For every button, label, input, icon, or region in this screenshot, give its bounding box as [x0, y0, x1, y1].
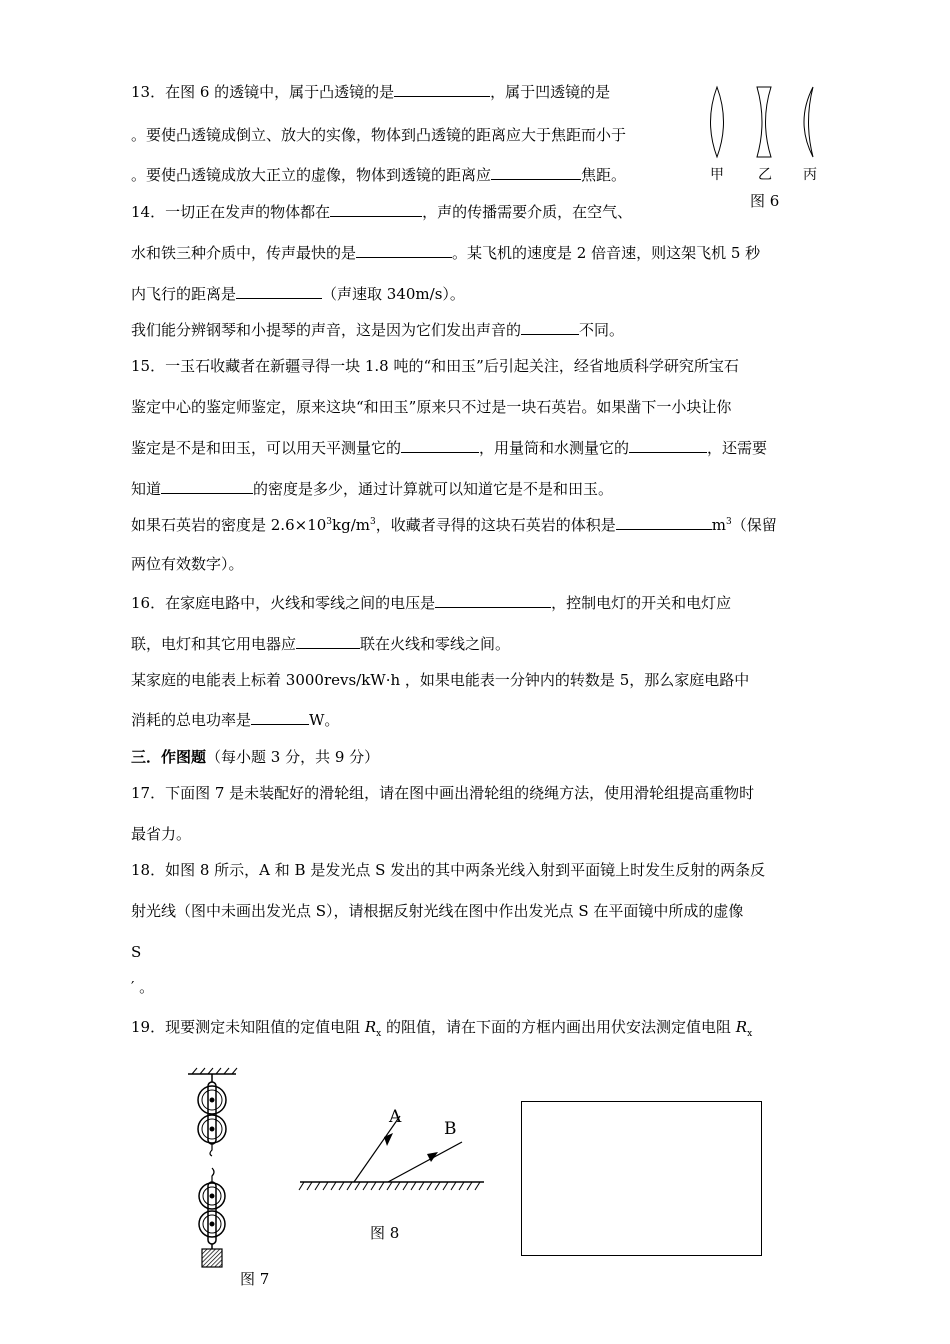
q14-text: 14．一切正在发声的物体都在: [131, 203, 331, 221]
fig8-caption: 图 8: [370, 1224, 400, 1242]
q14-text: 内飞行的距离是: [131, 285, 237, 303]
q18-line-2: [131, 901, 743, 921]
q13-text: ，属于凹透镜的是: [490, 83, 611, 101]
q16-text: 某家庭的电能表上标着 3000revs/kW·h ，如果电能表一分钟内的转数是 5，那么家庭电路中: [131, 671, 750, 689]
q14-blank-distance[interactable]: [236, 284, 322, 299]
q13-text: 。要使凸透镜成放大正立的虚像，物体到透镜的距离应: [131, 166, 492, 184]
q16-text: 联在火线和零线之间。: [360, 635, 511, 653]
q13-text: 焦距。: [581, 166, 627, 184]
q15-line-4: [131, 479, 613, 499]
q15-text: 如果石英岩的密度是 2.6×10: [131, 516, 327, 534]
q15-text: m: [711, 516, 726, 534]
q17-text: 17．下面图 7 是未装配好的滑轮组，请在图中画出滑轮组的绕绳方法，使用滑轮组提高重物时: [131, 784, 755, 802]
fig6-label-yi: 乙: [758, 167, 772, 183]
q15-blank-result[interactable]: [616, 515, 712, 530]
q15-text: 的密度是多少，通过计算就可以知道它是不是和田玉。: [253, 480, 614, 498]
section-note: （每小题 3 分，共 9 分）: [206, 748, 380, 766]
q16-text: W。: [309, 711, 340, 729]
q17-line-2: [131, 824, 191, 844]
q15-text: 鉴定是不是和田玉，可以用天平测量它的: [131, 439, 402, 457]
q15-text: ，收藏者寻得的这块石英岩的体积是: [375, 516, 616, 534]
q15-superscript: 3: [725, 517, 732, 527]
q15-blank-volume[interactable]: [629, 438, 707, 453]
ceiling-hatch: [192, 1068, 237, 1074]
mirror-hatch: [299, 1182, 480, 1190]
section-title: 三．作图题: [131, 748, 207, 766]
fig6-caption: 图 6: [750, 192, 780, 210]
weight-block: [202, 1249, 222, 1267]
q18-text: S: [131, 943, 142, 961]
fig8-label-a: A: [389, 1107, 402, 1127]
q18-line-4: [131, 977, 154, 997]
q16-text: ，控制电灯的开关和电灯应: [551, 594, 732, 612]
q13-line-2: [131, 125, 626, 145]
q15-superscript: 3: [326, 517, 333, 527]
q16-text: 消耗的总电功率是: [131, 711, 252, 729]
fig8-label-b: B: [444, 1119, 457, 1139]
q16-line-4: [131, 710, 339, 730]
q16-blank-power[interactable]: [251, 710, 309, 725]
q14-text: 。某飞机的速度是 2 倍音速，则这架飞机 5 秒: [452, 244, 761, 262]
q14-text: 不同。: [579, 321, 625, 339]
fig7-caption: 图 7: [240, 1270, 270, 1288]
q19-line-1: [131, 1017, 752, 1037]
q15-line-2: [131, 397, 731, 417]
q13-blank-convex[interactable]: [394, 82, 490, 97]
lens-yi-concave: [757, 87, 771, 157]
q16-text: 联，电灯和其它用电器应: [131, 635, 297, 653]
q15-text: ，用量筒和水测量它的: [479, 439, 630, 457]
q14-line-2: [131, 243, 760, 263]
q15-text: （保留: [731, 516, 777, 534]
q15-text: ，还需要: [707, 439, 768, 457]
q15-text: kg/m: [332, 516, 370, 534]
resistor-subscript: x: [747, 1029, 753, 1039]
q13-line-1: [131, 82, 610, 102]
figure-6-lenses: [700, 85, 830, 160]
q17-line-1: [131, 783, 754, 803]
q15-text: 鉴定中心的鉴定师鉴定，原来这块“和田玉”原来只不过是一块石英岩。如果凿下一小块让你: [131, 398, 732, 416]
q13-blank-distance[interactable]: [491, 165, 581, 180]
q18-text: 射光线（图中未画出发光点 S），请根据反射光线在图中作出发光点 S 在平面镜中所成的虚像: [131, 902, 744, 920]
q18-text: ′ 。: [131, 978, 155, 996]
q16-blank-voltage[interactable]: [435, 593, 551, 608]
q19-text: 的阻值，请在下面的方框内画出用伏安法测定值电阻: [381, 1018, 736, 1036]
ray-b: [388, 1142, 462, 1182]
q15-line-5: [131, 515, 777, 535]
lens-bing-meniscus: [804, 87, 813, 157]
q13-line-3: [131, 165, 626, 185]
fig6-label-jia: 甲: [710, 167, 724, 183]
figure-7-pulley-system: [184, 1068, 244, 1268]
lens-jia-convex: [711, 87, 724, 157]
q15-line-3: [131, 438, 767, 458]
q14-text: 我们能分辨钢琴和小提琴的声音，这是因为它们发出声音的: [131, 321, 522, 339]
q19-text: 19．现要测定未知阻值的定值电阻: [131, 1018, 365, 1036]
ray-a-arrow: [384, 1133, 393, 1146]
q16-line-2: [131, 634, 510, 654]
q14-line-1: [131, 202, 632, 222]
resistor-symbol: R: [364, 1018, 377, 1036]
q15-text: 15．一玉石收藏者在新疆寻得一块 1.8 吨的“和田玉”后引起关注，经省地质科学研究所宝石: [131, 357, 739, 375]
q15-blank-jade[interactable]: [161, 479, 253, 494]
q15-line-6: [131, 554, 244, 574]
q15-superscript: 3: [369, 517, 376, 527]
q18-line-3: [131, 942, 141, 962]
q18-line-1: [131, 860, 765, 880]
q15-blank-mass[interactable]: [401, 438, 479, 453]
q14-line-3: [131, 284, 465, 304]
q17-text: 最省力。: [131, 825, 192, 843]
q15-text: 知道: [131, 480, 162, 498]
q14-blank-vibrating[interactable]: [330, 202, 422, 217]
q16-blank-connection[interactable]: [296, 634, 360, 649]
q14-line-4: [131, 320, 624, 340]
q14-text: 水和铁三种介质中，传声最快的是: [131, 244, 357, 262]
q14-blank-medium[interactable]: [356, 243, 452, 258]
circuit-drawing-box[interactable]: [521, 1101, 762, 1256]
q14-text: ，声的传播需要介质，在空气、: [422, 203, 633, 221]
q14-text: （声速取 340m/s）。: [322, 285, 465, 303]
resistor-symbol: R: [735, 1018, 748, 1036]
q15-line-1: [131, 356, 739, 376]
q15-text: 两位有效数字）。: [131, 555, 244, 573]
q13-text: 13．在图 6 的透镜中，属于凸透镜的是: [131, 83, 395, 101]
section-3-heading: [131, 747, 379, 767]
resistor-subscript: x: [376, 1029, 382, 1039]
q16-line-3: [131, 670, 749, 690]
q18-text: 18．如图 8 所示，A 和 B 是发光点 S 发出的其中两条光线入射到平面镜上时发生反射的两条反: [131, 861, 766, 879]
q14-blank-timbre[interactable]: [521, 320, 579, 335]
q16-line-1: [131, 593, 731, 613]
q13-text: 。要使凸透镜成倒立、放大的实像，物体到凸透镜的距离应大于焦距而小于: [131, 126, 627, 144]
q16-text: 16．在家庭电路中，火线和零线之间的电压是: [131, 594, 436, 612]
fig6-label-bing: 丙: [803, 167, 817, 183]
